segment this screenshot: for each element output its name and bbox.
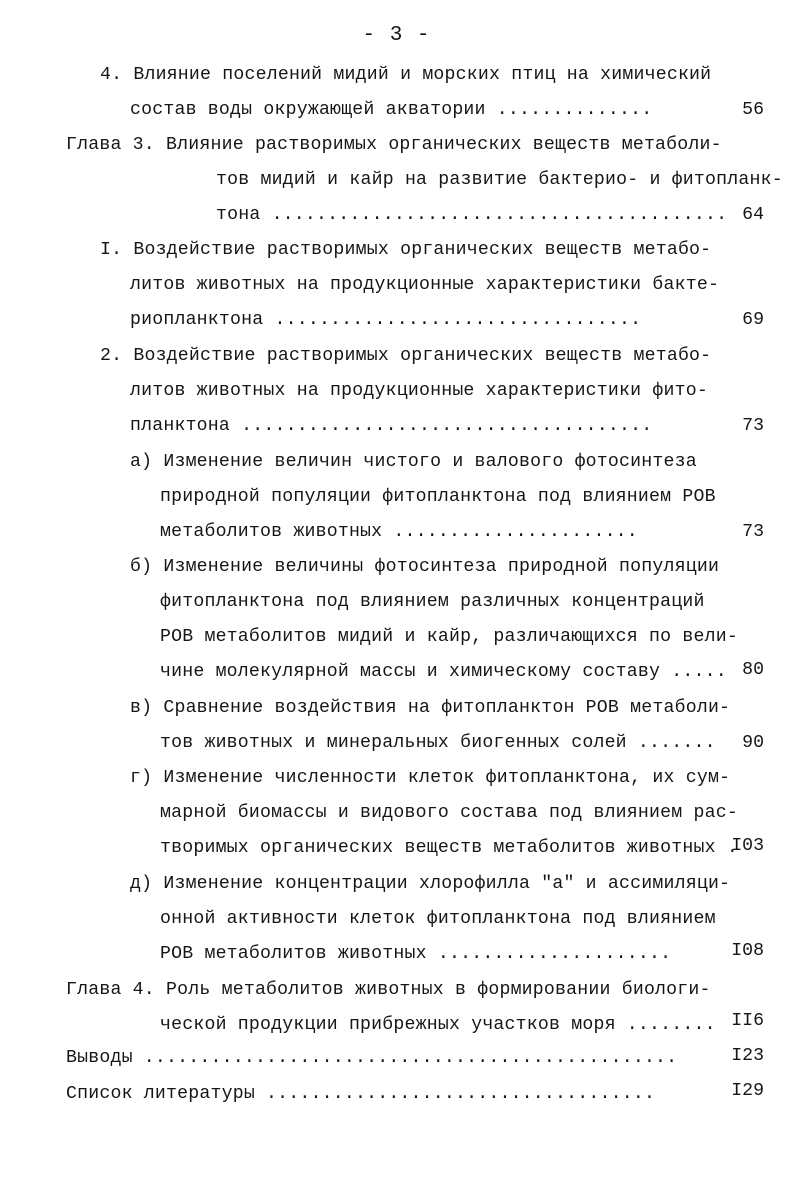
toc-page-number: II6 — [731, 1011, 764, 1031]
toc-line: Глава 3. Влияние растворимых органических веществ метаболи- — [66, 135, 722, 155]
toc-line: природной популяции фитопланктона под влиянием РОВ — [160, 487, 716, 507]
toc-line: тов мидий и кайр на развитие бактерио- и фитопланк- — [216, 170, 783, 190]
toc-line: ческой продукции прибрежных участков моря ........ — [160, 1015, 716, 1035]
page-number: - 3 - — [362, 24, 431, 47]
toc-line: 4. Влияние поселений мидий и морских птиц на химический — [100, 65, 712, 85]
toc-page-number: I23 — [731, 1046, 764, 1066]
toc-line: РОВ метаболитов животных ..................... — [160, 944, 672, 964]
toc-line: в) Сравнение воздействия на фитопланктон РОВ метаболи- — [130, 698, 731, 718]
toc-line: тона ......................................... — [216, 205, 728, 225]
toc-page-number: 73 — [742, 522, 764, 542]
toc-page-number: I29 — [731, 1081, 764, 1101]
toc-page-number: 69 — [742, 310, 764, 330]
toc-line: Глава 4. Роль метаболитов животных в формировании биологи- — [66, 980, 711, 1000]
toc-line: РОВ метаболитов мидий и кайр, различающихся по вели- — [160, 627, 738, 647]
toc-page-number: 56 — [742, 100, 764, 120]
toc-line: I. Воздействие растворимых органических веществ метабо- — [100, 240, 712, 260]
toc-page-number: 73 — [742, 416, 764, 436]
toc-line: творимых органических веществ метаболитов животных . — [160, 838, 738, 858]
toc-page-number: 64 — [742, 205, 764, 225]
toc-line: риопланктона ................................. — [130, 310, 642, 330]
toc-line: б) Изменение величины фотосинтеза природной популяции — [130, 557, 720, 577]
toc-line: а) Изменение величин чистого и валового фотосинтеза — [130, 452, 697, 472]
toc-line: планктона ..................................... — [130, 416, 653, 436]
toc-page-number: I03 — [731, 836, 764, 856]
toc-page-number: 90 — [742, 733, 764, 753]
toc-line: марной биомассы и видового состава под влиянием рас- — [160, 803, 738, 823]
toc-line: тов животных и минеральных биогенных солей ....... — [160, 733, 716, 753]
toc-line: литов животных на продукционные характеристики бакте- — [130, 275, 720, 295]
toc-line: г) Изменение численности клеток фитопланктона, их сум- — [130, 768, 731, 788]
toc-page-number: 80 — [742, 660, 764, 680]
toc-line: состав воды окружающей акватории .............. — [130, 100, 653, 120]
toc-page-number: I08 — [731, 941, 764, 961]
toc-line: чине молекулярной массы и химическому составу ..... — [160, 662, 727, 682]
toc-line: д) Изменение концентрации хлорофилла "а" и ассимиляци- — [130, 874, 731, 894]
toc-line: 2. Воздействие растворимых органических веществ метабо- — [100, 346, 712, 366]
toc-line: онной активности клеток фитопланктона под влиянием — [160, 909, 716, 929]
toc-line: литов животных на продукционные характеристики фито- — [130, 381, 708, 401]
toc-line: метаболитов животных ...................... — [160, 522, 638, 542]
toc-line: Выводы ................................................ — [66, 1048, 678, 1068]
toc-line: Список литературы ................................... — [66, 1084, 656, 1104]
toc-line: фитопланктона под влиянием различных концентраций — [160, 592, 705, 612]
